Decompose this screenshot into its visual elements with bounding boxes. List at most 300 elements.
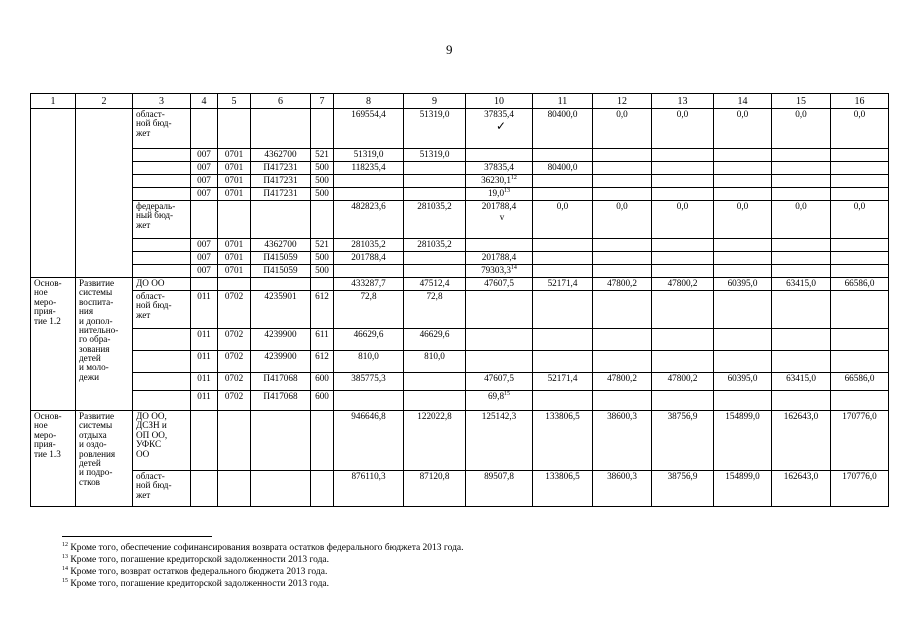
table-cell <box>714 149 772 162</box>
table-cell: ДО ОО <box>133 278 191 291</box>
table-cell <box>772 239 831 252</box>
footnote-text: Кроме того, возврат остатков федерального бюджета 2013 года. <box>68 567 328 577</box>
table-cell: 122022,8 <box>404 411 466 471</box>
table-cell: 007 <box>191 149 218 162</box>
table-cell: 46629,6 <box>334 329 404 351</box>
table-cell <box>466 109 533 149</box>
table-cell <box>218 109 251 149</box>
table-cell <box>334 188 404 201</box>
table-cell: 60395,0 <box>714 373 772 391</box>
header-cell: 4 <box>191 94 218 109</box>
table-cell <box>466 201 533 239</box>
table-cell: 810,0 <box>334 351 404 373</box>
table-cell: 007 <box>191 162 218 175</box>
table-cell: 47800,2 <box>652 278 714 291</box>
table-cell: 133806,5 <box>533 411 593 471</box>
table-row <box>31 278 889 291</box>
table-cell <box>831 239 889 252</box>
table-cell: 0,0 <box>652 201 714 239</box>
table-cell <box>133 329 191 351</box>
table-cell: П417231 <box>251 188 311 201</box>
cell-text: 19,0 <box>487 188 505 198</box>
cell-text: област- ной бюд- жет <box>136 109 172 138</box>
table-cell <box>772 329 831 351</box>
table-cell: 600 <box>311 373 334 391</box>
table-cell <box>251 411 311 471</box>
table-cell <box>251 278 311 291</box>
table-cell <box>191 109 218 149</box>
table-cell: 612 <box>311 351 334 373</box>
table-row <box>31 391 889 411</box>
table-cell: 500 <box>311 175 334 188</box>
header-cell: 16 <box>831 94 889 109</box>
table-cell: 521 <box>311 239 334 252</box>
table-cell: П417231 <box>251 175 311 188</box>
table-cell: 0701 <box>218 149 251 162</box>
table-cell <box>191 278 218 291</box>
table-cell: 0701 <box>218 175 251 188</box>
table-cell: 007 <box>191 252 218 265</box>
table-cell: 385775,3 <box>334 373 404 391</box>
table-cell: 38756,9 <box>652 471 714 507</box>
table-cell <box>831 291 889 329</box>
table-cell <box>133 391 191 411</box>
table-cell <box>191 411 218 471</box>
table-cell <box>311 278 334 291</box>
table-cell <box>466 329 533 351</box>
cell-text: ДО ОО, ДСЗН и ОП ОО, УФКС ОО <box>136 411 168 459</box>
table-cell <box>772 291 831 329</box>
cell-text: Основ- ное меро- прия- тие 1.3 <box>34 411 62 459</box>
table-cell: 500 <box>311 188 334 201</box>
table-cell <box>311 471 334 507</box>
table-cell <box>533 391 593 411</box>
table-cell: 0701 <box>218 162 251 175</box>
cell-text: 69,8 <box>487 391 505 401</box>
header-cell: 1 <box>31 94 76 109</box>
table-cell <box>831 252 889 265</box>
table-cell: 281035,2 <box>334 239 404 252</box>
footnotes <box>62 536 464 590</box>
table-cell <box>466 351 533 373</box>
table-cell <box>191 471 218 507</box>
table-cell: 0702 <box>218 351 251 373</box>
table-cell: 4362700 <box>251 149 311 162</box>
table-cell <box>714 291 772 329</box>
table-cell <box>133 162 191 175</box>
table-cell <box>714 391 772 411</box>
table-cell <box>404 175 466 188</box>
table-row <box>31 265 889 278</box>
table-cell <box>831 188 889 201</box>
source-cell <box>133 411 191 471</box>
table-cell <box>593 291 652 329</box>
table-cell <box>772 391 831 411</box>
table-cell: П415059 <box>251 252 311 265</box>
table-cell <box>652 188 714 201</box>
table-cell <box>133 239 191 252</box>
table-cell: 946646,8 <box>334 411 404 471</box>
table-cell: 38756,9 <box>652 411 714 471</box>
table-cell <box>218 201 251 239</box>
table-cell: 433287,7 <box>334 278 404 291</box>
table-cell <box>311 201 334 239</box>
cell-text: Развитие системы воспита- ния и допол- нительно- го обра- зования детей и моло- дежи <box>79 278 119 382</box>
table-cell: 4239900 <box>251 351 311 373</box>
table-cell: 47800,2 <box>593 278 652 291</box>
table-cell <box>714 265 772 278</box>
table-cell: 0702 <box>218 291 251 329</box>
footnote-ref: 14 <box>510 264 517 271</box>
table-cell <box>831 175 889 188</box>
table-cell <box>311 411 334 471</box>
table-row <box>31 188 889 201</box>
table-cell <box>218 278 251 291</box>
source-cell <box>133 291 191 329</box>
table-cell <box>466 391 533 411</box>
footnote <box>62 554 464 566</box>
table-cell: 201788,4 <box>334 252 404 265</box>
table-cell: 500 <box>311 252 334 265</box>
table-cell: 011 <box>191 291 218 329</box>
footnote-ref: 15 <box>504 390 511 397</box>
header-cell: 13 <box>652 94 714 109</box>
table-cell <box>652 329 714 351</box>
table-cell <box>772 265 831 278</box>
table-cell <box>533 188 593 201</box>
table-cell: 0701 <box>218 265 251 278</box>
table-cell <box>218 471 251 507</box>
table-cell: 154899,0 <box>714 411 772 471</box>
table-cell: 89507,8 <box>466 471 533 507</box>
table-cell: 281035,2 <box>404 201 466 239</box>
table-cell <box>466 175 533 188</box>
table-cell <box>831 162 889 175</box>
table-cell <box>334 391 404 411</box>
table-cell: 011 <box>191 373 218 391</box>
table-cell: 51319,0 <box>334 149 404 162</box>
table-cell <box>533 252 593 265</box>
table-cell <box>466 149 533 162</box>
table-cell: 0,0 <box>714 109 772 149</box>
table-cell: 169554,4 <box>334 109 404 149</box>
table-cell <box>831 391 889 411</box>
table-cell: 0,0 <box>831 201 889 239</box>
table-cell: 72,8 <box>404 291 466 329</box>
table-cell: 66586,0 <box>831 373 889 391</box>
table-cell: 51319,0 <box>404 109 466 149</box>
table-cell <box>466 265 533 278</box>
table-cell: П417068 <box>251 373 311 391</box>
table-cell: 66586,0 <box>831 278 889 291</box>
table-cell: 007 <box>191 239 218 252</box>
header-row <box>31 94 889 109</box>
table-cell <box>133 265 191 278</box>
page-number: 9 <box>446 42 453 57</box>
footnote-number: 14 <box>62 565 68 572</box>
table-cell <box>466 291 533 329</box>
table-cell: 482823,6 <box>334 201 404 239</box>
table-cell: 0702 <box>218 391 251 411</box>
header-cell: 7 <box>311 94 334 109</box>
table-cell: 011 <box>191 351 218 373</box>
table-cell <box>133 188 191 201</box>
table-row <box>31 162 889 175</box>
table-cell: 500 <box>311 162 334 175</box>
cell-text: 37835,4 <box>484 109 514 119</box>
table-cell: П417068 <box>251 391 311 411</box>
table-cell <box>133 252 191 265</box>
header-cell: 8 <box>334 94 404 109</box>
cell-text: Основ- ное меро- прия- тие 1.2 <box>34 278 62 326</box>
table-cell <box>652 175 714 188</box>
table-cell: 38600,3 <box>593 471 652 507</box>
source-cell <box>133 471 191 507</box>
table-cell: 0701 <box>218 188 251 201</box>
table-cell: 87120,8 <box>404 471 466 507</box>
footnote <box>62 542 464 554</box>
header-cell: 14 <box>714 94 772 109</box>
table-cell <box>404 391 466 411</box>
table-cell <box>593 351 652 373</box>
table-cell: 0,0 <box>772 201 831 239</box>
table-cell <box>533 149 593 162</box>
table-cell: 47800,2 <box>652 373 714 391</box>
table-cell <box>593 239 652 252</box>
footnote-number: 15 <box>62 577 68 584</box>
table-cell <box>404 265 466 278</box>
header-cell: 10 <box>466 94 533 109</box>
table-cell: 0,0 <box>772 109 831 149</box>
table-cell: 52171,4 <box>533 373 593 391</box>
table-cell: 011 <box>191 391 218 411</box>
table-cell: 0,0 <box>714 201 772 239</box>
cell-text: Развитие системы отдыха и оздо- ровления детей и подро- стков <box>79 411 116 487</box>
table-cell <box>772 252 831 265</box>
table-cell: 47607,5 <box>466 373 533 391</box>
table-cell <box>251 471 311 507</box>
footnote-divider <box>62 536 212 537</box>
table-cell: П415059 <box>251 265 311 278</box>
table-cell <box>533 175 593 188</box>
header-cell: 12 <box>593 94 652 109</box>
table-cell <box>593 329 652 351</box>
table-cell: 46629,6 <box>404 329 466 351</box>
table-cell: 0701 <box>218 252 251 265</box>
table-cell: 170776,0 <box>831 411 889 471</box>
table-cell <box>652 149 714 162</box>
table-cell: 80400,0 <box>533 162 593 175</box>
table-cell <box>772 351 831 373</box>
header-cell: 2 <box>76 94 133 109</box>
tick-mark-icon: v <box>499 212 505 223</box>
table-cell: 162643,0 <box>772 471 831 507</box>
table-row <box>31 329 889 351</box>
footnote-text: Кроме того, обеспечение софинансирования возврата остатков федерального бюджета 2013 года. <box>68 543 464 553</box>
table-cell <box>533 239 593 252</box>
table-cell: 60395,0 <box>714 278 772 291</box>
footnote <box>62 566 464 578</box>
table-row <box>31 471 889 507</box>
table-cell: 0,0 <box>593 201 652 239</box>
table-cell <box>334 175 404 188</box>
table-cell <box>533 329 593 351</box>
table-cell: 47512,4 <box>404 278 466 291</box>
table-cell: 521 <box>311 149 334 162</box>
check-mark-icon: ✓ <box>495 119 507 134</box>
table-cell: 0702 <box>218 329 251 351</box>
table-row <box>31 373 889 391</box>
table-cell: 51319,0 <box>404 149 466 162</box>
header-cell: 6 <box>251 94 311 109</box>
table-cell: П417231 <box>251 162 311 175</box>
table-cell: 63415,0 <box>772 278 831 291</box>
table-cell: 47607,5 <box>466 278 533 291</box>
table-row <box>31 201 889 239</box>
table-cell <box>652 391 714 411</box>
table-cell <box>714 351 772 373</box>
table-cell <box>831 265 889 278</box>
table-row <box>31 291 889 329</box>
table-cell: 810,0 <box>404 351 466 373</box>
source-cell <box>133 109 191 149</box>
table-cell <box>251 201 311 239</box>
table-row <box>31 411 889 471</box>
table-cell: 600 <box>311 391 334 411</box>
table-cell <box>466 239 533 252</box>
table-cell <box>334 265 404 278</box>
table-cell: 281035,2 <box>404 239 466 252</box>
table-cell <box>772 149 831 162</box>
table-cell <box>593 252 652 265</box>
table-cell <box>533 351 593 373</box>
table-cell: 38600,3 <box>593 411 652 471</box>
table-cell <box>191 201 218 239</box>
table-cell <box>76 109 133 278</box>
cell-text: област- ной бюд- жет <box>136 291 172 320</box>
table-cell <box>714 252 772 265</box>
table-cell: 011 <box>191 329 218 351</box>
table-cell <box>593 265 652 278</box>
table-row <box>31 149 889 162</box>
table-row <box>31 252 889 265</box>
table-row <box>31 109 889 149</box>
table-cell: 500 <box>311 265 334 278</box>
footnote-text: Кроме того, погашение кредиторской задолженности 2013 года. <box>68 579 330 589</box>
footnote-number: 12 <box>62 541 68 548</box>
table-cell <box>652 291 714 329</box>
table-cell <box>133 373 191 391</box>
table-cell: 612 <box>311 291 334 329</box>
table-cell <box>831 351 889 373</box>
footnote-text: Кроме того, погашение кредиторской задолженности 2013 года. <box>68 555 330 565</box>
table-cell <box>714 188 772 201</box>
cell-text: 201788,4 <box>481 201 517 211</box>
table-cell <box>714 162 772 175</box>
header-cell: 5 <box>218 94 251 109</box>
table-cell <box>251 109 311 149</box>
activity-cell <box>31 278 76 411</box>
table-cell: 118235,4 <box>334 162 404 175</box>
table-cell: 007 <box>191 188 218 201</box>
table-cell <box>652 162 714 175</box>
table-cell <box>772 188 831 201</box>
description-cell <box>76 411 133 507</box>
header-cell: 11 <box>533 94 593 109</box>
table-cell: 007 <box>191 175 218 188</box>
table-cell: 4235901 <box>251 291 311 329</box>
budget-table <box>30 93 889 507</box>
table-cell <box>593 175 652 188</box>
table-cell: 876110,3 <box>334 471 404 507</box>
footnote-ref: 13 <box>504 187 511 194</box>
table-cell <box>533 291 593 329</box>
table-cell <box>831 149 889 162</box>
table-cell <box>404 162 466 175</box>
table-cell: 47800,2 <box>593 373 652 391</box>
table-cell: 52171,4 <box>533 278 593 291</box>
description-cell <box>76 278 133 411</box>
table-row <box>31 351 889 373</box>
footnote <box>62 578 464 590</box>
table-cell <box>831 329 889 351</box>
table-cell <box>652 265 714 278</box>
table-cell: 133806,5 <box>533 471 593 507</box>
table-cell: 162643,0 <box>772 411 831 471</box>
table-cell <box>218 411 251 471</box>
source-cell <box>133 201 191 239</box>
table-cell <box>772 162 831 175</box>
activity-cell <box>31 411 76 507</box>
table-cell: 37835,4 <box>466 162 533 175</box>
table-row <box>31 239 889 252</box>
table-cell: 80400,0 <box>533 109 593 149</box>
table-cell: 611 <box>311 329 334 351</box>
table-cell: 0,0 <box>652 109 714 149</box>
table-cell: 125142,3 <box>466 411 533 471</box>
table-cell <box>133 149 191 162</box>
cell-text: област- ной бюд- жет <box>136 471 172 500</box>
table-cell: 4362700 <box>251 239 311 252</box>
table-cell <box>593 149 652 162</box>
header-cell: 15 <box>772 94 831 109</box>
table-cell: 0,0 <box>831 109 889 149</box>
table-cell <box>311 109 334 149</box>
cell-text: 36230,1 <box>481 175 511 185</box>
table-cell: 4239900 <box>251 329 311 351</box>
table-cell: 170776,0 <box>831 471 889 507</box>
table-cell <box>593 162 652 175</box>
table-cell: 0,0 <box>533 201 593 239</box>
table-cell: 154899,0 <box>714 471 772 507</box>
table-cell: 72,8 <box>334 291 404 329</box>
table-cell: 0701 <box>218 239 251 252</box>
footnote-number: 13 <box>62 553 68 560</box>
table-cell <box>466 188 533 201</box>
table-cell <box>404 373 466 391</box>
cell-text: 79303,3 <box>481 265 511 275</box>
table-cell <box>133 175 191 188</box>
table-cell <box>31 109 76 278</box>
table-row <box>31 175 889 188</box>
footnote-ref: 12 <box>510 174 517 181</box>
table-cell <box>593 188 652 201</box>
table-cell: 0702 <box>218 373 251 391</box>
cell-text: федераль- ный бюд- жет <box>136 201 176 230</box>
header-cell: 9 <box>404 94 466 109</box>
table-cell <box>652 239 714 252</box>
table-cell <box>772 175 831 188</box>
